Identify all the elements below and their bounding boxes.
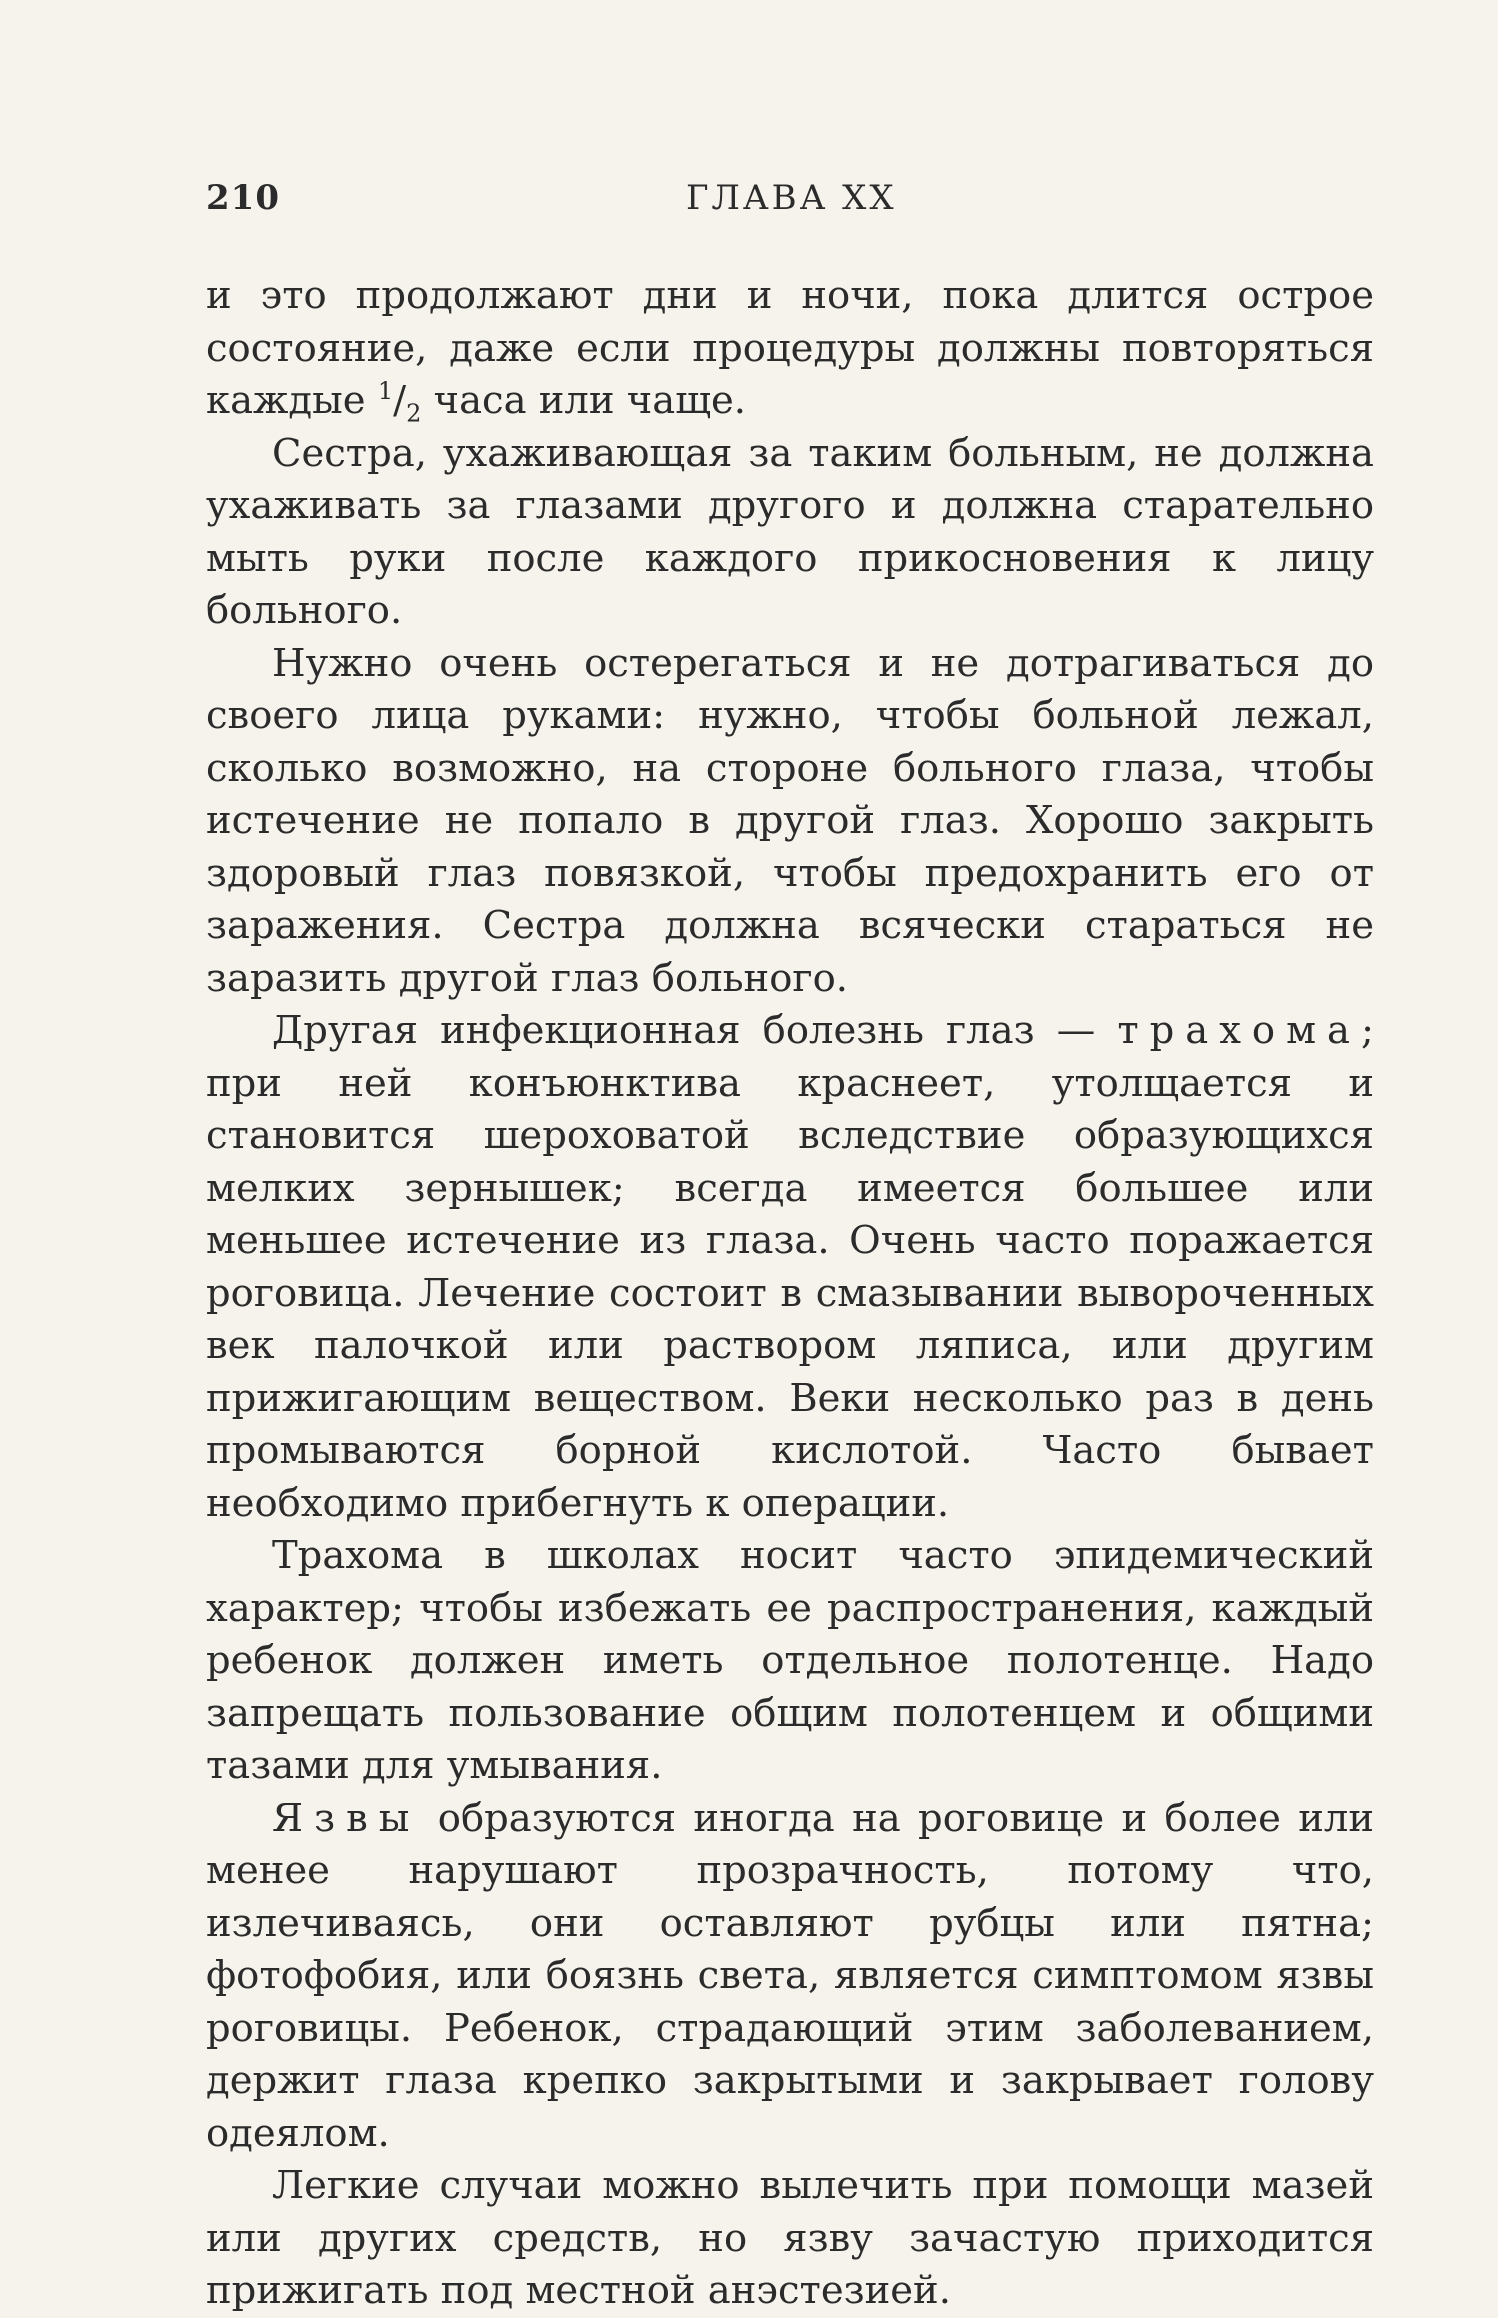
paragraph-3: Нужно очень остерегаться и не дотрагиваться до своего лица руками: нужно, чтобы больной лежал, сколько возможно, на стороне больного глаза, чтобы истечение не попало в другой глаз. Хорошо закрыть здоровый глаз повязкой, чтобы предохранить его от заражения. Сестра должна всячески стараться не заразить другой глаз больного. [206,640,1374,1001]
term-ulcers: Язвы [272,1795,421,1841]
paragraph-1-start: и это продолжают дни и ночи, пока длится острое состояние, даже если процедуры должны повторяться каждые [206,273,1374,423]
paragraph-6-end: образуются иногда на роговице и более или менее нарушают прозрачность, потому что, излечиваясь, они оставляют рубцы или пятна; фотофобия, или боязнь света, является симптомом язвы роговицы. Ребенок, страдающий этим заболеванием, держит глаза крепко закрытыми и закрывает голову одеялом. [206,1795,1374,2156]
paragraph-4 [206,1005,1374,1530]
paragraph-1 [206,270,1374,428]
fraction-denominator: 2 [406,399,422,428]
chapter-title: ГЛАВА XX [686,178,897,218]
fraction-separator: / [393,378,407,423]
paragraph-5: Трахома в школах носит часто эпидемический характер; чтобы избежать ее распространения, каждый ребенок должен иметь отдельное полотенце. Надо запрещать пользование общим полотенцем и общими тазами для умывания. [206,1533,1374,1788]
paragraph-4-end: ; при ней конъюнктива краснеет, утолщается и становится шероховатой вследствие образующихся мелких зернышек; всегда имеется большее или меньшее истечение из глаза. Очень часто поражается роговица. Лечение состоит в смазывании вывороченных век палочкой или раствором ляписа, или другим прижигающим веществом. Веки несколько раз в день промываются борной кислотой. Часто бывает необходимо прибегнуть к операции. [206,1008,1374,1526]
paragraph-6 [206,1793,1374,2161]
paragraph-7: Легкие случаи можно вылечить при помощи мазей или других средств, но язву зачастую приходится прижигать под местной анэстезией. [206,2163,1374,2313]
paragraph-2: Сестра, ухаживающая за таким больным, не должна ухаживать за глазами другого и должна старательно мыть руки после каждого прикосновения к лицу больного. [206,430,1374,633]
page-number: 210 [206,178,280,218]
body-text [206,270,1374,2318]
running-head [206,178,1376,238]
paragraph-4-start: Другая инфекционная болезнь глаз — [272,1008,1118,1053]
fraction-numerator: 1 [377,377,394,406]
term-trachoma: трахома [1117,1008,1362,1053]
paragraph-1-end: часа или чаще. [421,378,747,423]
